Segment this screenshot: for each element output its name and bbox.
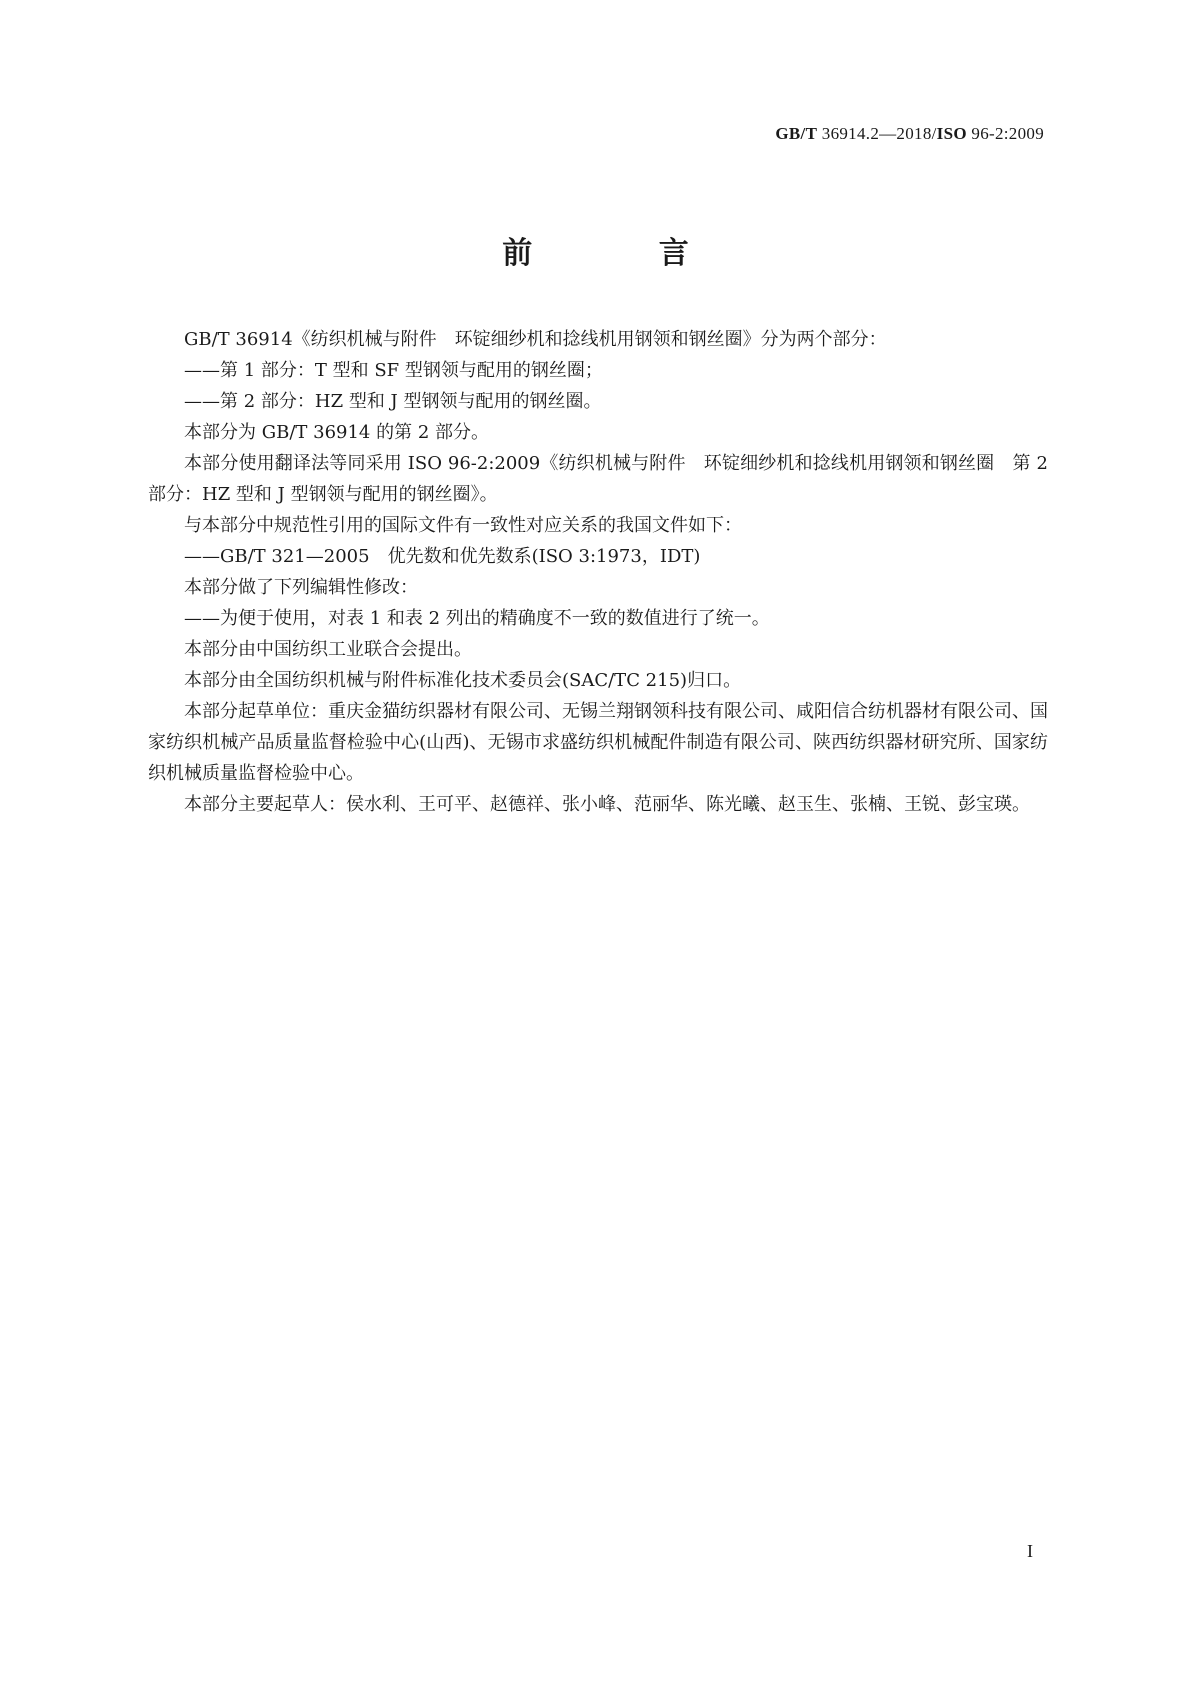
code-iso-number: 96-2:2009 [966,124,1044,143]
list-item-reference: ——GB/T 321—2005 优先数和优先数系(ISO 3:1973，IDT) [184,546,701,567]
code-prefix: GB/T [775,124,818,143]
paragraph-centralized-by: 本部分由全国纺织机械与附件标准化技术委员会(SAC/TC 215)归口。 [184,670,742,691]
paragraph-translation-method: 本部分使用翻译法等同采用 ISO 96-2:2009《纺织机械与附件 环锭细纱机和捻线机用钢领和钢丝圈 第 2 部分：HZ 型和 J 型钢领与配用的钢丝圈》。 [148,453,1048,505]
code-number: 36914.2—2018/ [817,124,937,143]
standard-code-header [775,124,1044,144]
page-number: I [1027,1541,1033,1561]
paragraph-part-statement: 本部分为 GB/T 36914 的第 2 部分。 [184,422,489,443]
list-item-part-1: ——第 1 部分：T 型和 SF 型钢领与配用的钢丝圈； [184,360,603,381]
paragraph-drafting-units: 本部分起草单位：重庆金猫纺织器材有限公司、无锡兰翔钢领科技有限公司、咸阳信合纺机器材有限公司、国家纺织机械产品质量监督检验中心(山西)、无锡市求盛纺织机械配件制造有限公司、陕西纺织器材研究所、国家纺织机械质量监督检验中心。 [148,701,1048,784]
paragraph-edits: 本部分做了下列编辑性修改： [184,577,418,598]
foreword-body [148,324,1048,820]
list-item-part-2: ——第 2 部分：HZ 型和 J 型钢领与配用的钢丝圈。 [184,391,602,412]
code-iso: ISO [936,124,967,143]
paragraph-proposed-by: 本部分由中国纺织工业联合会提出。 [184,639,472,660]
page-title: 前 言 [502,236,747,271]
list-item-edit: ——为便于使用，对表 1 和表 2 列出的精确度不一致的数值进行了统一。 [184,608,770,629]
paragraph-intro: GB/T 36914《纺织机械与附件 环锭细纱机和捻线机用钢领和钢丝圈》分为两个部分： [184,329,887,350]
paragraph-correspondence: 与本部分中规范性引用的国际文件有一致性对应关系的我国文件如下： [184,515,742,536]
paragraph-drafters: 本部分主要起草人：侯水利、王可平、赵德祥、张小峰、范丽华、陈光曦、赵玉生、张楠、王锐、彭宝瑛。 [184,794,1030,815]
